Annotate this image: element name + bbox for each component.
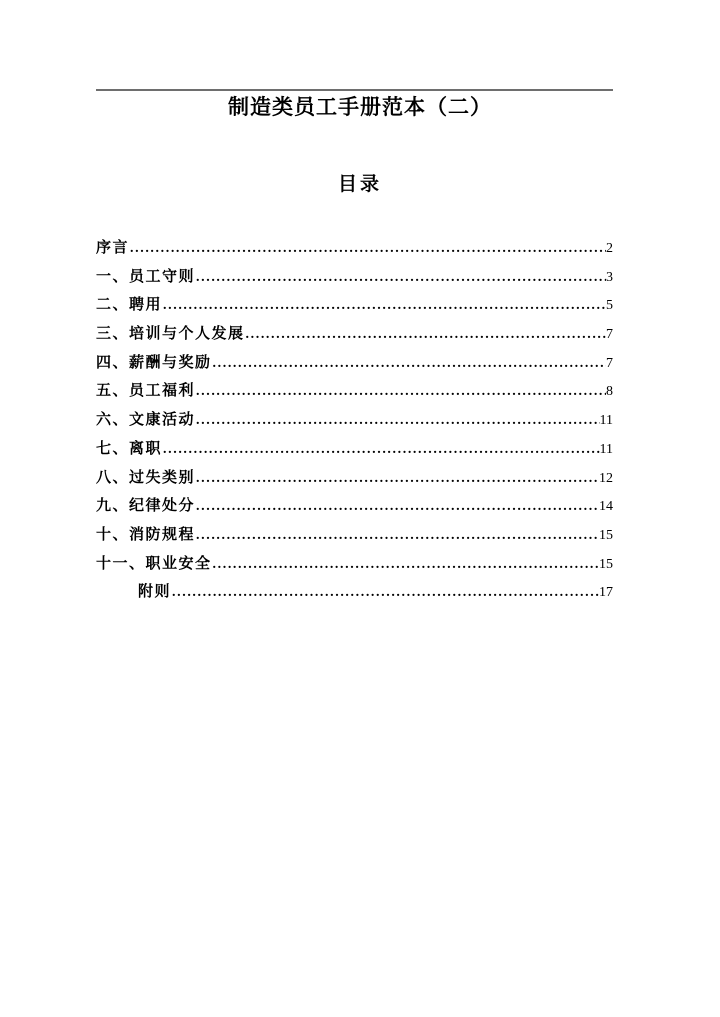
toc-entry-page: 17 (599, 585, 613, 601)
toc-dot-leader (129, 235, 606, 264)
toc-entry-page: 14 (599, 499, 613, 515)
document-title: 制造类员工手册范本（二） (228, 95, 492, 119)
toc-dot-leader (195, 378, 606, 407)
toc-entry[interactable] (96, 578, 613, 607)
toc-entry[interactable] (96, 377, 613, 406)
toc-dot-leader (212, 551, 599, 580)
toc-entry-page: 7 (606, 355, 613, 371)
toc-entry-label: 三、培训与个人发展 (96, 326, 245, 343)
toc-entry[interactable] (96, 521, 613, 550)
toc-entry[interactable] (96, 349, 613, 378)
toc-dot-leader (245, 321, 606, 350)
toc-entry-label: 序言 (96, 240, 130, 256)
toc-entry-label: 六、文康活动 (96, 412, 196, 429)
toc-entry-label: 一、员工守则 (96, 268, 196, 285)
toc-heading: 目录 (337, 174, 382, 195)
toc-dot-leader (195, 264, 606, 293)
toc-dot-leader (162, 436, 600, 465)
toc-entry[interactable] (96, 234, 613, 263)
toc-entry-page: 11 (599, 413, 613, 429)
toc-entry-page: 12 (599, 470, 613, 486)
toc-entry-label: 七、离职 (96, 440, 163, 457)
toc-entry-page: 3 (606, 269, 613, 285)
toc-entry-label: 九、纪律处分 (96, 498, 196, 515)
toc-entry[interactable] (96, 435, 613, 464)
toc-entry[interactable] (96, 550, 613, 579)
toc-entry[interactable] (96, 406, 613, 435)
toc-entry-page: 11 (599, 441, 613, 457)
toc-entry-label: 附则 (138, 584, 172, 601)
toc-dot-leader (195, 407, 600, 436)
toc-entry[interactable] (96, 291, 613, 320)
toc-dot-leader (195, 493, 599, 522)
toc-entry-page: 15 (599, 527, 613, 543)
table-of-contents (96, 234, 613, 607)
toc-entry-label: 五、员工福利 (96, 383, 196, 400)
toc-entry[interactable] (96, 464, 613, 493)
toc-dot-leader (171, 579, 599, 608)
toc-entry[interactable] (96, 263, 613, 292)
toc-dot-leader (162, 292, 606, 321)
toc-entry-label: 四、薪酬与奖励 (96, 354, 212, 371)
toc-entry-page: 2 (606, 241, 613, 256)
toc-entry-page: 5 (606, 298, 613, 314)
toc-entry-label: 十一、职业安全 (96, 555, 212, 572)
toc-entry-page: 7 (606, 327, 613, 343)
toc-entry-label: 八、过失类别 (96, 469, 196, 486)
toc-entry-label: 十、消防规程 (96, 526, 196, 543)
toc-entry-page: 15 (599, 556, 613, 572)
toc-entry-label: 二、聘用 (96, 297, 163, 314)
toc-entry[interactable] (96, 320, 613, 349)
toc-dot-leader (195, 465, 599, 494)
toc-dot-leader (212, 350, 606, 379)
toc-entry[interactable] (96, 492, 613, 521)
toc-dot-leader (195, 522, 599, 551)
title-top-rule (96, 89, 613, 91)
toc-entry-page: 8 (606, 384, 613, 400)
